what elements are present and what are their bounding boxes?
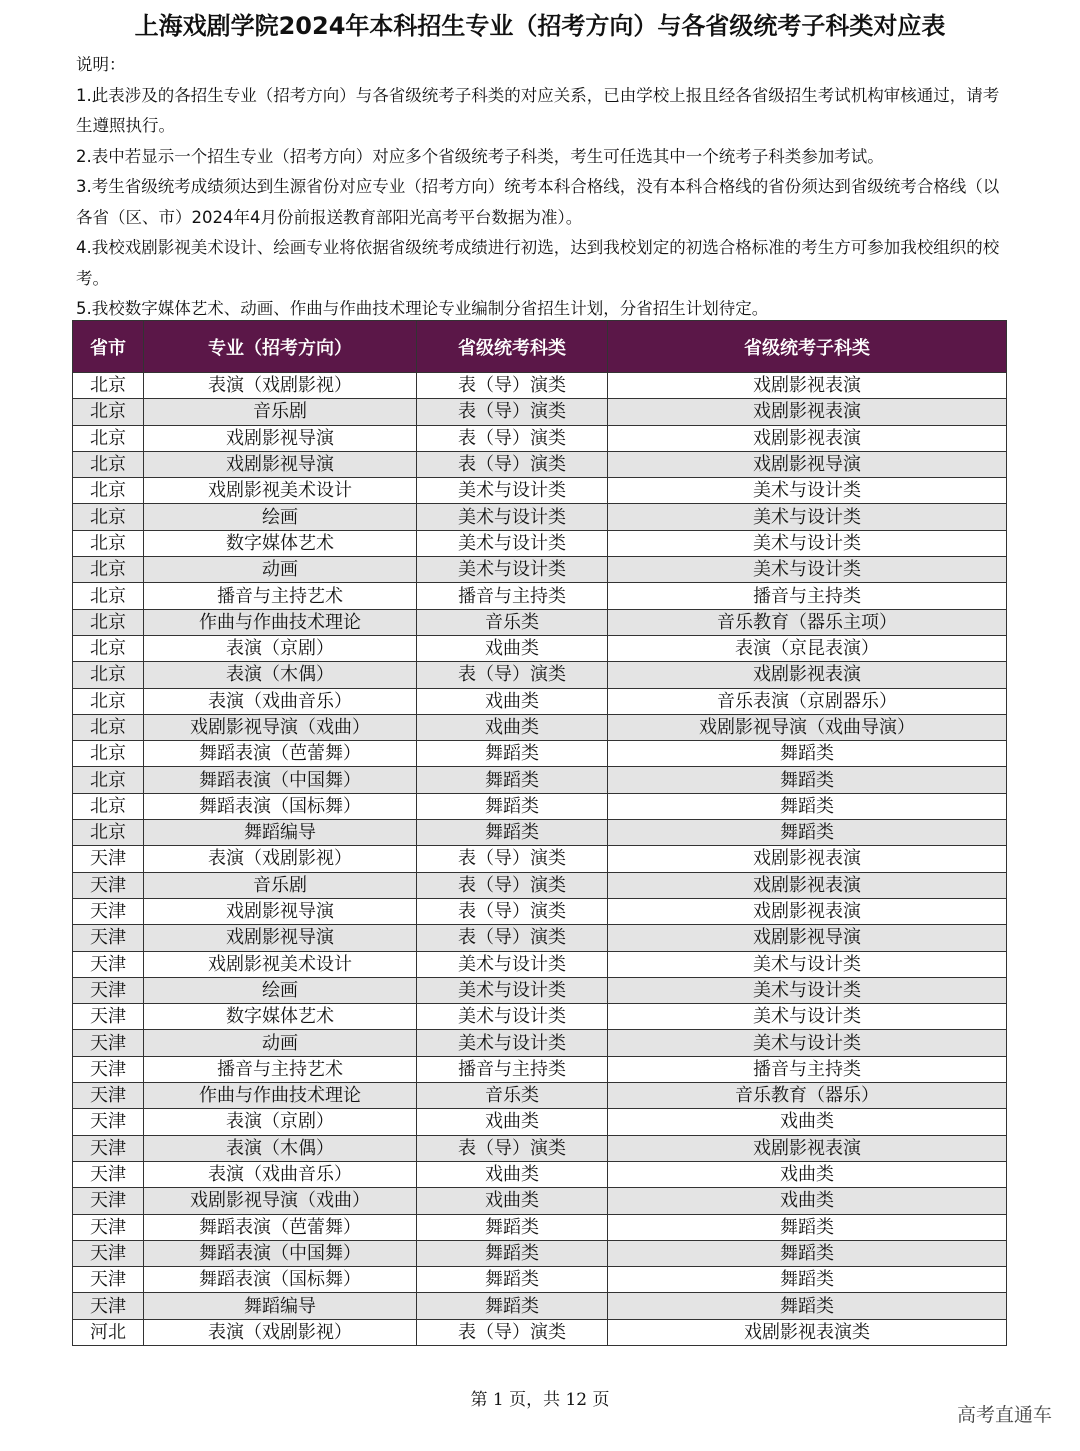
cell-province: 天津 [73,846,144,872]
cell-major: 舞蹈表演（芭蕾舞） [144,741,417,767]
table-row [73,1293,1007,1319]
cell-province: 北京 [73,425,144,451]
table-row [73,662,1007,688]
note-1: 1.此表涉及的各招生专业（招考方向）与各省级统考子科类的对应关系，已由学校上报且经各省级招生考试机构审核通过，请考生遵照执行。 [76,85,1000,135]
note-2: 2.表中若显示一个招生专业（招考方向）对应多个省级统考子科类，考生可任选其中一个统考子科类参加考试。 [76,146,884,166]
table-row [73,557,1007,583]
cell-subcategory: 播音与主持类 [608,1056,1007,1082]
correspondence-table [72,320,1007,1346]
cell-category: 舞蹈类 [417,820,608,846]
cell-province: 北京 [73,504,144,530]
cell-province: 天津 [73,1293,144,1319]
cell-subcategory: 舞蹈类 [608,793,1007,819]
cell-category: 播音与主持类 [417,583,608,609]
table-row [73,872,1007,898]
table-row [73,1188,1007,1214]
cell-major: 作曲与作曲技术理论 [144,1083,417,1109]
table-row [73,399,1007,425]
cell-major: 舞蹈表演（国标舞） [144,793,417,819]
cell-major: 戏剧影视美术设计 [144,478,417,504]
cell-major: 音乐剧 [144,399,417,425]
header-subcategory: 省级统考子科类 [608,321,1007,373]
cell-subcategory: 戏曲类 [608,1161,1007,1187]
cell-province: 天津 [73,1267,144,1293]
cell-province: 天津 [73,1214,144,1240]
cell-major: 戏剧影视导演 [144,425,417,451]
cell-category: 戏曲类 [417,1109,608,1135]
table-row [73,951,1007,977]
cell-category: 美术与设计类 [417,557,608,583]
cell-category: 戏曲类 [417,635,608,661]
cell-province: 北京 [73,714,144,740]
cell-major: 戏剧影视导演（戏曲） [144,714,417,740]
table-row [73,530,1007,556]
table-row [73,451,1007,477]
table-row [73,688,1007,714]
table-row [73,793,1007,819]
cell-category: 舞蹈类 [417,1293,608,1319]
cell-category: 舞蹈类 [417,741,608,767]
table-row [73,1319,1007,1345]
cell-subcategory: 美术与设计类 [608,478,1007,504]
cell-major: 数字媒体艺术 [144,1004,417,1030]
table-row [73,1030,1007,1056]
table-row [73,1267,1007,1293]
cell-category: 表（导）演类 [417,846,608,872]
cell-major: 动画 [144,1030,417,1056]
table-row [73,977,1007,1003]
cell-subcategory: 表演（京昆表演） [608,635,1007,661]
notes [76,50,1006,325]
table-row [73,425,1007,451]
table-row [73,373,1007,399]
cell-major: 表演（戏剧影视） [144,1319,417,1345]
cell-subcategory: 舞蹈类 [608,741,1007,767]
note-3: 3.考生省级统考成绩须达到生源省份对应专业（招考方向）统考本科合格线，没有本科合格线的省份须达到省级统考合格线（以各省（区、市）2024年4月份前报送教育部阳光高考平台数据为准）。 [76,177,1000,227]
cell-major: 舞蹈表演（国标舞） [144,1267,417,1293]
cell-subcategory: 戏剧影视表演 [608,662,1007,688]
cell-major: 绘画 [144,504,417,530]
cell-subcategory: 戏剧影视导演 [608,925,1007,951]
cell-category: 美术与设计类 [417,478,608,504]
cell-subcategory: 音乐教育（器乐主项） [608,609,1007,635]
table-row [73,1135,1007,1161]
table-header-row [73,321,1007,373]
cell-subcategory: 舞蹈类 [608,820,1007,846]
cell-category: 表（导）演类 [417,872,608,898]
table-row [73,714,1007,740]
cell-province: 北京 [73,688,144,714]
table-row [73,898,1007,924]
cell-subcategory: 音乐教育（器乐） [608,1083,1007,1109]
cell-subcategory: 戏剧影视表演 [608,1135,1007,1161]
cell-category: 表（导）演类 [417,451,608,477]
cell-major: 表演（京剧） [144,1109,417,1135]
note-4: 4.我校戏剧影视美术设计、绘画专业将依据省级统考成绩进行初选，达到我校划定的初选合格标准的考生方可参加我校组织的校考。 [76,238,1000,288]
header-major: 专业（招考方向） [144,321,417,373]
cell-province: 北京 [73,583,144,609]
cell-province: 天津 [73,1240,144,1266]
cell-major: 舞蹈表演（中国舞） [144,767,417,793]
cell-major: 戏剧影视导演 [144,925,417,951]
table-row [73,1214,1007,1240]
cell-category: 舞蹈类 [417,1240,608,1266]
cell-category: 舞蹈类 [417,767,608,793]
cell-major: 舞蹈表演（中国舞） [144,1240,417,1266]
cell-major: 舞蹈表演（芭蕾舞） [144,1214,417,1240]
header-category: 省级统考科类 [417,321,608,373]
cell-category: 表（导）演类 [417,1135,608,1161]
cell-category: 表（导）演类 [417,425,608,451]
cell-category: 戏曲类 [417,714,608,740]
cell-subcategory: 戏曲类 [608,1188,1007,1214]
cell-subcategory: 美术与设计类 [608,557,1007,583]
cell-province: 天津 [73,951,144,977]
cell-subcategory: 舞蹈类 [608,1293,1007,1319]
cell-major: 戏剧影视导演 [144,898,417,924]
note-heading: 说明： [76,55,126,74]
table-row [73,1004,1007,1030]
cell-major: 动画 [144,557,417,583]
cell-province: 北京 [73,793,144,819]
cell-category: 表（导）演类 [417,925,608,951]
cell-category: 舞蹈类 [417,793,608,819]
cell-major: 戏剧影视导演（戏曲） [144,1188,417,1214]
cell-category: 表（导）演类 [417,399,608,425]
cell-province: 北京 [73,530,144,556]
cell-category: 戏曲类 [417,1161,608,1187]
cell-major: 舞蹈编导 [144,820,417,846]
cell-province: 北京 [73,741,144,767]
cell-subcategory: 戏剧影视表演 [608,373,1007,399]
table-row [73,925,1007,951]
cell-category: 戏曲类 [417,688,608,714]
cell-major: 表演（戏曲音乐） [144,1161,417,1187]
cell-province: 天津 [73,1083,144,1109]
cell-province: 北京 [73,451,144,477]
cell-major: 数字媒体艺术 [144,530,417,556]
table-row [73,1083,1007,1109]
cell-province: 河北 [73,1319,144,1345]
cell-province: 北京 [73,373,144,399]
cell-major: 音乐剧 [144,872,417,898]
cell-subcategory: 播音与主持类 [608,583,1007,609]
cell-category: 表（导）演类 [417,898,608,924]
cell-subcategory: 音乐表演（京剧器乐） [608,688,1007,714]
cell-category: 美术与设计类 [417,977,608,1003]
cell-category: 美术与设计类 [417,1004,608,1030]
cell-province: 北京 [73,478,144,504]
cell-category: 美术与设计类 [417,504,608,530]
cell-subcategory: 戏剧影视导演（戏曲导演） [608,714,1007,740]
cell-subcategory: 戏剧影视表演 [608,399,1007,425]
table-row [73,741,1007,767]
cell-category: 表（导）演类 [417,1319,608,1345]
cell-subcategory: 舞蹈类 [608,767,1007,793]
table-row [73,504,1007,530]
cell-major: 戏剧影视美术设计 [144,951,417,977]
table-body [73,373,1007,1346]
cell-province: 天津 [73,1109,144,1135]
cell-major: 表演（戏剧影视） [144,846,417,872]
watermark: 高考直通车 [956,1404,1052,1426]
cell-category: 表（导）演类 [417,662,608,688]
cell-major: 表演（戏曲音乐） [144,688,417,714]
table-row [73,1056,1007,1082]
table-row [73,1240,1007,1266]
cell-major: 舞蹈编导 [144,1293,417,1319]
cell-subcategory: 戏剧影视导演 [608,451,1007,477]
cell-subcategory: 舞蹈类 [608,1214,1007,1240]
cell-category: 美术与设计类 [417,530,608,556]
cell-subcategory: 戏剧影视表演 [608,872,1007,898]
cell-subcategory: 戏曲类 [608,1109,1007,1135]
cell-major: 表演（戏剧影视） [144,373,417,399]
cell-subcategory: 美术与设计类 [608,977,1007,1003]
cell-subcategory: 舞蹈类 [608,1267,1007,1293]
cell-province: 天津 [73,898,144,924]
table-row [73,767,1007,793]
cell-subcategory: 美术与设计类 [608,1030,1007,1056]
cell-province: 北京 [73,662,144,688]
cell-province: 天津 [73,872,144,898]
cell-province: 天津 [73,1135,144,1161]
cell-subcategory: 戏剧影视表演 [608,898,1007,924]
cell-province: 天津 [73,1056,144,1082]
cell-province: 天津 [73,977,144,1003]
cell-province: 天津 [73,1030,144,1056]
table-row [73,846,1007,872]
cell-major: 播音与主持艺术 [144,583,417,609]
page-number: 第 1 页，共 12 页 [470,1390,610,1410]
cell-major: 戏剧影视导演 [144,451,417,477]
cell-major: 表演（木偶） [144,1135,417,1161]
cell-subcategory: 美术与设计类 [608,951,1007,977]
cell-province: 天津 [73,1004,144,1030]
cell-subcategory: 美术与设计类 [608,1004,1007,1030]
table-row [73,583,1007,609]
cell-province: 天津 [73,925,144,951]
cell-province: 北京 [73,767,144,793]
table-row [73,478,1007,504]
cell-province: 北京 [73,820,144,846]
cell-major: 表演（京剧） [144,635,417,661]
cell-major: 表演（木偶） [144,662,417,688]
cell-province: 天津 [73,1161,144,1187]
cell-category: 音乐类 [417,609,608,635]
cell-subcategory: 戏剧影视表演 [608,846,1007,872]
cell-subcategory: 美术与设计类 [608,530,1007,556]
cell-major: 作曲与作曲技术理论 [144,609,417,635]
cell-subcategory: 戏剧影视表演类 [608,1319,1007,1345]
cell-category: 美术与设计类 [417,951,608,977]
table-row [73,609,1007,635]
cell-province: 北京 [73,609,144,635]
header-province: 省市 [73,321,144,373]
cell-province: 天津 [73,1188,144,1214]
table-row [73,635,1007,661]
cell-category: 音乐类 [417,1083,608,1109]
cell-major: 播音与主持艺术 [144,1056,417,1082]
cell-subcategory: 戏剧影视表演 [608,425,1007,451]
note-5: 5.我校数字媒体艺术、动画、作曲与作曲技术理论专业编制分省招生计划，分省招生计划待定。 [76,299,769,318]
cell-province: 北京 [73,635,144,661]
table-row [73,1161,1007,1187]
cell-subcategory: 美术与设计类 [608,504,1007,530]
cell-category: 播音与主持类 [417,1056,608,1082]
cell-subcategory: 舞蹈类 [608,1240,1007,1266]
cell-category: 戏曲类 [417,1188,608,1214]
cell-category: 美术与设计类 [417,1030,608,1056]
cell-category: 表（导）演类 [417,373,608,399]
document-title: 上海戏剧学院2024年本科招生专业（招考方向）与各省级统考子科类对应表 [134,12,946,40]
cell-category: 舞蹈类 [417,1267,608,1293]
table-row [73,1109,1007,1135]
table-row [73,820,1007,846]
cell-province: 北京 [73,399,144,425]
cell-province: 北京 [73,557,144,583]
cell-category: 舞蹈类 [417,1214,608,1240]
cell-major: 绘画 [144,977,417,1003]
